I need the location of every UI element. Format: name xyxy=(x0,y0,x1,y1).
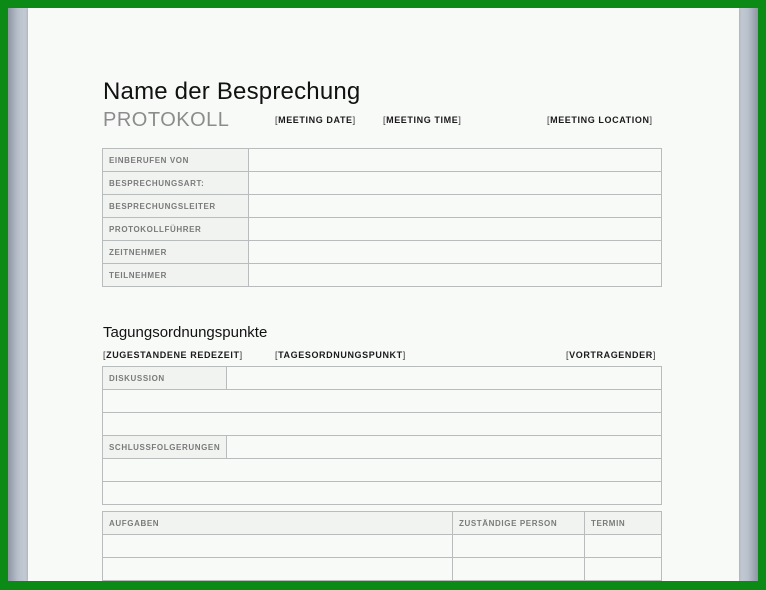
conclusions-cell[interactable] xyxy=(227,436,662,459)
info-label: EINBERUFEN VON xyxy=(103,149,249,172)
table-row xyxy=(103,413,662,436)
discussion-cell[interactable] xyxy=(227,367,662,390)
info-value-cell[interactable] xyxy=(249,241,662,264)
allotted-time-placeholder[interactable]: [ZUGESTANDENE REDEZEIT] xyxy=(103,350,243,360)
info-value-cell[interactable] xyxy=(249,172,662,195)
responsible-header: ZUSTÄNDIGE PERSON xyxy=(453,512,585,535)
table-row xyxy=(103,459,662,482)
info-value-cell[interactable] xyxy=(249,264,662,287)
deadline-cell[interactable] xyxy=(585,558,662,581)
tasks-table xyxy=(102,511,662,581)
meeting-date-placeholder[interactable]: [MEETING DATE] xyxy=(275,115,356,125)
table-row xyxy=(103,264,662,287)
table-row xyxy=(103,218,662,241)
info-label: BESPRECHUNGSLEITER xyxy=(103,195,249,218)
deadline-header: TERMIN xyxy=(585,512,662,535)
table-row xyxy=(103,390,662,413)
responsible-cell[interactable] xyxy=(453,558,585,581)
task-cell[interactable] xyxy=(103,535,453,558)
table-row xyxy=(103,241,662,264)
table-row xyxy=(103,482,662,505)
agenda-table xyxy=(102,366,662,505)
info-label: ZEITNEHMER xyxy=(103,241,249,264)
table-row xyxy=(103,558,662,581)
info-value-cell[interactable] xyxy=(249,218,662,241)
agenda-heading: Tagungsordnungspunkte xyxy=(103,324,268,341)
discussion-label: DISKUSSION xyxy=(103,367,227,390)
table-row xyxy=(103,149,662,172)
document-page xyxy=(28,8,739,581)
info-label: PROTOKOLLFÜHRER xyxy=(103,218,249,241)
info-value-cell[interactable] xyxy=(249,149,662,172)
table-row xyxy=(103,172,662,195)
table-row xyxy=(103,535,662,558)
table-row xyxy=(103,367,662,390)
info-label: TEILNEHMER xyxy=(103,264,249,287)
document-subtitle: PROTOKOLL xyxy=(103,109,230,131)
info-label: BESPRECHUNGSART: xyxy=(103,172,249,195)
task-cell[interactable] xyxy=(103,558,453,581)
document-window xyxy=(8,8,758,581)
meeting-time-placeholder[interactable]: [MEETING TIME] xyxy=(383,115,462,125)
table-header-row xyxy=(103,512,662,535)
agenda-item-placeholder[interactable]: [TAGESORDNUNGSPUNKT] xyxy=(275,350,406,360)
meeting-title[interactable]: Name der Besprechung xyxy=(103,78,361,105)
meeting-info-table xyxy=(102,148,662,287)
info-value-cell[interactable] xyxy=(249,195,662,218)
tasks-header: AUFGABEN xyxy=(103,512,453,535)
deadline-cell[interactable] xyxy=(585,535,662,558)
presenter-placeholder[interactable]: [VORTRAGENDER] xyxy=(566,350,656,360)
table-row xyxy=(103,436,662,459)
conclusions-line[interactable] xyxy=(103,482,662,505)
meeting-location-placeholder[interactable]: [MEETING LOCATION] xyxy=(547,115,653,125)
table-row xyxy=(103,195,662,218)
discussion-line[interactable] xyxy=(103,390,662,413)
discussion-line[interactable] xyxy=(103,413,662,436)
responsible-cell[interactable] xyxy=(453,535,585,558)
conclusions-line[interactable] xyxy=(103,459,662,482)
conclusions-label: SCHLUSSFOLGERUNGEN xyxy=(103,436,227,459)
